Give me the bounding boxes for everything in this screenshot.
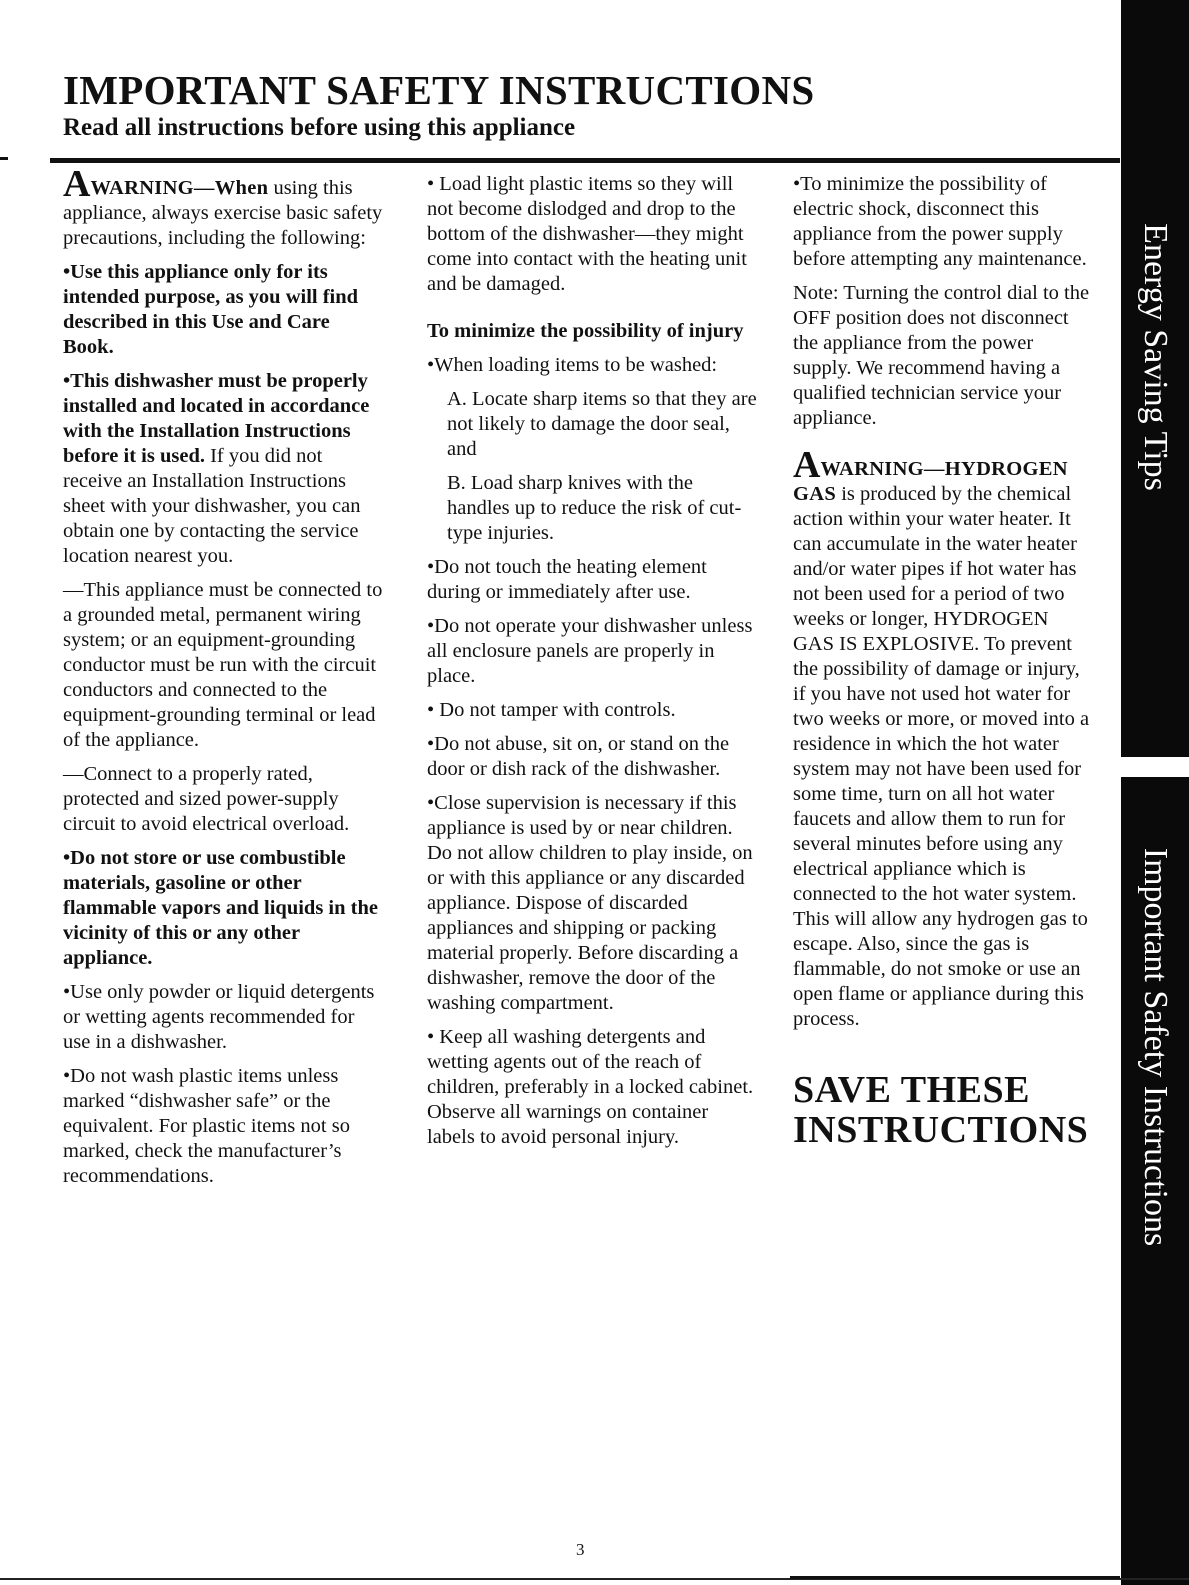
instruction-load-plastic: • Load light plastic items so they will not become dislodged and drop to the bottom of the dishwasher—they might come into contact with the heating unit and be damaged. [427,173,747,295]
instruction-power-supply: —Connect to a properly rated, protected and sized power-supply circuit to avoid electrical overload. [63,763,350,835]
page-subtitle: Read all instructions before using this appliance [63,114,576,141]
instruction-intended-use: •Use this appliance only for its intended purpose, as you will find described in this Use and Care Book. [63,261,359,358]
installation-text: If you did not receive an Installation Instructions sheet with your dishwasher, you can obtain one by contacting the service location nearest you. [63,445,361,567]
injury-subheading: To minimize the possibility of injury [427,320,744,342]
instruction-door: •Do not abuse, sit on, or stand on the door or dish rack of the dishwasher. [427,733,730,780]
instruction-enclosure: •Do not operate your dishwasher unless all enclosure panels are properly in place. [427,615,753,687]
instruction-loading: •When loading items to be washed: [427,354,718,376]
instruction-loading-a: A. Locate sharp items so that they are not likely to damage the door seal, and [447,388,757,460]
instruction-plastic: •Do not wash plastic items unless marked “dishwasher safe” or the equivalent. For plastic items not so marked, check the manufacturer’s recommendations. [63,1065,350,1187]
instruction-heating-element: •Do not touch the heating element during or immediately after use. [427,556,707,603]
margin-mark [0,157,8,160]
column-middle [427,172,757,1159]
tab-energy-saving-tips[interactable] [1121,0,1189,757]
hydrogen-warning [793,444,1093,1032]
instruction-detergent-storage: • Keep all washing detergents and wetting agents out of the reach of children, preferably in a locked cabinet. Observe all warnings on container labels to avoid personal injury. [427,1026,754,1148]
page-number: 3 [576,1540,585,1559]
warning-icon: A [793,444,821,486]
warning-lead: WARNING—When [90,177,269,199]
column-left [63,163,383,1198]
footer-rule-accent [790,1576,1120,1579]
instruction-grounding: —This appliance must be connected to a grounded metal, permanent wiring system; or an equipment-grounding conductor must be run with the circuit conductors and connected to the equipment-grounding terminal or lead of the appliance. [63,579,383,751]
save-instructions-heading: SAVE THESE INSTRUCTIONS [793,1069,1089,1151]
instruction-flammables: •Do not store or use combustible materials, gasoline or other flammable vapors and liquids in the vicinity of this or any other appliance. [63,847,378,969]
instruction-children: •Close supervision is necessary if this appliance is used by or near children. Do not allow children to play inside, on or with this appliance or any discarded appliance. Dispose of discarded appliances and shipping or packing material properly. Before discarding a dishwasher, remove the door of the washing compartment. [427,792,753,1014]
header-rule [50,158,1120,163]
hydrogen-warning-text: is produced by the chemical action within your water heater. It can accumulate in the water heater and/or water pipes if hot water has not been used for a period of two weeks or longer, HYDROGEN GAS IS EXPLOSIVE. To prevent the possibility of damage or injury, if you have not used hot water for two weeks or more, or moved into a residence in which the hot water system may not have been used for some time, turn on all hot water faucets and allow them to run for several minutes before using any electrical appliance which is connected to the hot water system. This will allow any hydrogen gas to escape. Also, since the gas is flammable, do not smoke or use an open flame or appliance during this process. [793,483,1090,1030]
page-title: IMPORTANT SAFETY INSTRUCTIONS [63,67,815,113]
note-control-dial: Note: Turning the control dial to the OFF position does not disconnect the appliance from the power supply. We recommend having a qualified technician service your appliance. [793,282,1090,429]
tab-safety-label: Important Safety Instructions [1137,847,1174,1247]
instruction-controls: • Do not tamper with controls. [427,699,676,721]
tab-energy-label: Energy Saving Tips [1137,223,1174,491]
warning-icon: A [63,163,91,205]
warning-text: using this appliance, always exercise basic safety precautions, including the following: [63,177,383,249]
instruction-loading-b: B. Load sharp knives with the handles up to reduce the risk of cut-type injuries. [447,472,742,544]
hydrogen-warning-lead: WARNING—HYDROGEN GAS [793,458,1068,505]
warning-intro [63,163,383,251]
installation-bold: •This dishwasher must be properly installed and located in accordance with the Installation Instructions before it is used. [63,370,370,467]
column-right [793,172,1093,1159]
instruction-detergents: •Use only powder or liquid detergents or wetting agents recommended for use in a dishwasher. [63,981,375,1053]
tab-important-safety-instructions[interactable] [1121,777,1189,1585]
instruction-electric-shock: •To minimize the possibility of electric shock, disconnect this appliance from the power supply before attempting any maintenance. [793,173,1087,270]
instruction-installation [63,369,383,569]
